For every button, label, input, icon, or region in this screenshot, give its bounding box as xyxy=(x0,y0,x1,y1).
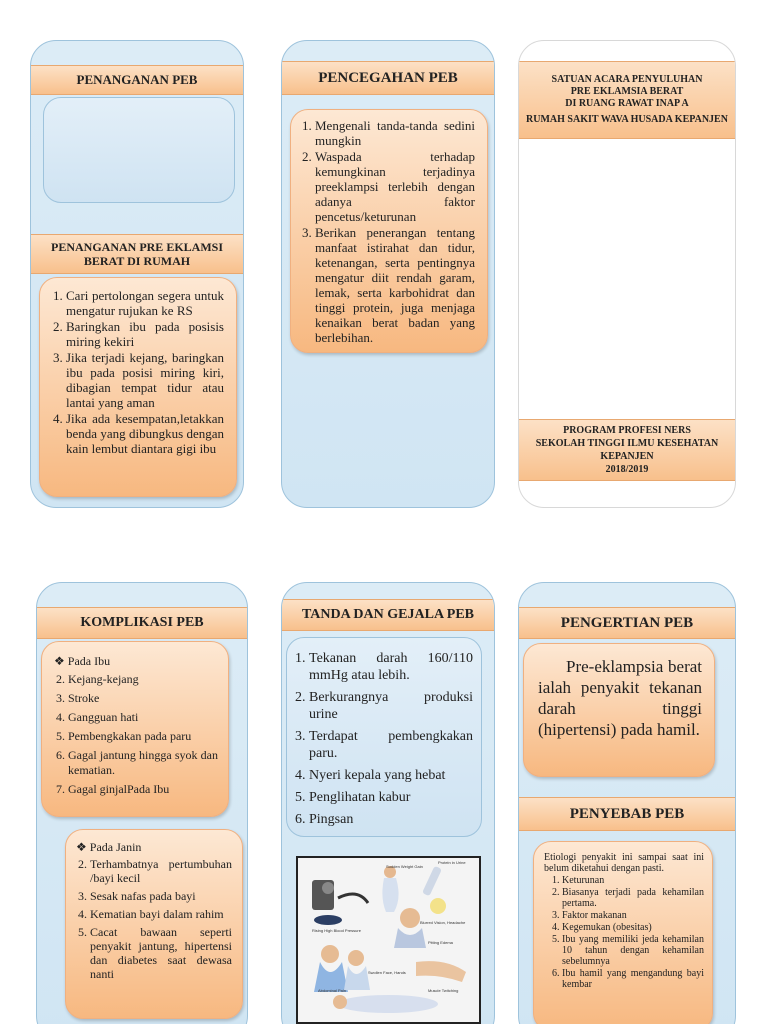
ibu-label-text: Pada Ibu xyxy=(67,654,111,668)
diamond-icon: ❖ xyxy=(76,840,90,854)
list-item: 3. Sesak nafas pada bayi xyxy=(90,889,232,903)
penanganan-list-box xyxy=(39,277,237,497)
cover-line-2: PRE EKLAMSIA BERAT xyxy=(570,86,684,97)
tanda-list-box xyxy=(286,637,482,837)
list-item: 5. Penglihatan kabur xyxy=(309,789,473,806)
label-bp: Rising High Blood Pressure xyxy=(312,928,361,933)
cover-line-1: SATUAN ACARA PENYULUHAN xyxy=(551,74,703,85)
symptoms-illustration-svg xyxy=(298,858,479,1022)
pengertian-title: PENGERTIAN PEB xyxy=(519,607,735,639)
cover-footer-1: PROGRAM PROFESI NERS xyxy=(563,425,691,436)
list-item: 1. Mengenali tanda-tanda sedini mungkin xyxy=(315,118,475,148)
list-item: 2. Biasanya terjadi pada kehamilan pertama. xyxy=(562,887,704,909)
list-item: 3. Jika terjadi kejang, baringkan ibu pada posisi miring kiri, dibagian tempat tidur atau lantai yang aman xyxy=(66,350,224,410)
list-item: 1. Cari pertolongan segera untuk mengatur rujukan ke RS xyxy=(66,288,224,318)
pencegahan-list-box xyxy=(290,109,488,353)
list-item: 2. Berkurangnya produksi urine xyxy=(309,689,473,723)
komplikasi-ibu-box xyxy=(41,641,229,817)
panel-komplikasi xyxy=(36,582,248,1024)
list-item: 3. Stroke xyxy=(68,691,218,706)
list-item: 4. Gangguan hati xyxy=(68,710,218,725)
penanganan-title: PENANGANAN PEB xyxy=(31,65,243,95)
list-item: 2. Terhambatnya pertumbuhan /bayi kecil xyxy=(90,857,232,885)
list-item: 4. Kegemukan (obesitas) xyxy=(562,922,704,933)
cover-line-3: DI RUANG RAWAT INAP A xyxy=(565,98,689,109)
tanda-title: TANDA DAN GEJALA PEB xyxy=(282,599,494,631)
label-weight: Sudden Weight Gain xyxy=(386,864,423,869)
list-item: 4. Jika ada kesempatan,letakkan benda yang dibungkus dengan kain lembut diantara gigi ibu xyxy=(66,411,224,456)
panel-penanganan xyxy=(30,40,244,508)
list-item: 1. Keturunan xyxy=(562,875,704,886)
pencegahan-title: PENCEGAHAN PEB xyxy=(282,61,494,95)
ibu-label xyxy=(54,654,218,669)
panel-pengertian xyxy=(518,582,736,1024)
janin-label xyxy=(76,840,232,854)
penanganan-rumah-title: PENANGANAN PRE EKLAMSI BERAT DI RUMAH xyxy=(31,234,243,274)
cover-footer-2: SEKOLAH TINGGI ILMU KESEHATAN KEPANJEN xyxy=(535,438,719,462)
komplikasi-title: KOMPLIKASI PEB xyxy=(37,607,247,639)
label-swollen: Swollen Face, Hands xyxy=(368,970,406,975)
list-item: 5. Ibu yang memiliki jeda kehamilan 10 tahun dengan kehamilan sebelumnya xyxy=(562,934,704,967)
penyebab-box xyxy=(533,841,713,1024)
penanganan-empty-box xyxy=(43,97,235,203)
list-item: 3. Terdapat pembengkakan paru. xyxy=(309,728,473,762)
pengertian-text: Pre-eklampsia berat ialah penyakit tekanan darah tinggi (hipertensi) pada hamil. xyxy=(538,657,702,739)
cover-footer xyxy=(519,419,735,481)
list-item: 5. Pembengkakan pada paru xyxy=(68,729,218,744)
cover-header xyxy=(519,61,735,139)
janin-label-text: Pada Janin xyxy=(89,840,142,854)
komplikasi-janin-box xyxy=(65,829,243,1019)
list-item: 6. Ibu hamil yang mengandung bayi kembar xyxy=(562,968,704,990)
pengertian-box xyxy=(523,643,715,777)
list-item: 5. Cacat bawaan seperti penyakit jantung, hipertensi dan diabetes saat dewasa nanti xyxy=(90,925,232,981)
list-item: 4. Nyeri kepala yang hebat xyxy=(309,767,473,784)
list-item: 3. Berikan penerangan tentang manfaat istirahat dan tidur, ketenangan, serta pentingnya mengatur diit rendah garam, lemak, serta karbohidrat dan tinggi protein, juga menjaga kenaikan berat badan yang berlebihan. xyxy=(315,225,475,345)
cover-footer-3: 2018/2019 xyxy=(605,464,649,475)
label-vision: Blurred Vision, Headache xyxy=(420,920,466,925)
label-protein: Protein in Urine xyxy=(438,860,466,865)
symptoms-illustration xyxy=(296,856,481,1024)
penyebab-title: PENYEBAB PEB xyxy=(519,797,735,831)
label-twitching: Muscle Twitching xyxy=(428,988,459,993)
cover-line-4: RUMAH SAKIT WAVA HUSADA KEPANJEN xyxy=(526,114,728,125)
list-item: 6. Gagal jantung hingga syok dan kematian. xyxy=(68,748,218,778)
label-edema: Pitting Edema xyxy=(428,940,453,945)
list-item: 6. Pingsan xyxy=(309,811,473,828)
list-item: 4. Kematian bayi dalam rahim xyxy=(90,907,232,921)
list-item: 2. Kejang-kejang xyxy=(68,672,218,687)
label-abdominal: Abdominal Pain xyxy=(318,988,347,993)
panel-pencegahan xyxy=(281,40,495,508)
list-item: 2. Waspada terhadap kemungkinan terjadinya preeklampsi terlebih dengan adanya faktor pencetus/keturunan xyxy=(315,149,475,224)
list-item: 7. Gagal ginjalPada Ibu xyxy=(68,782,218,797)
list-item: 1. Tekanan darah 160/110 mmHg atau lebih. xyxy=(309,650,473,684)
list-item: 2. Baringkan ibu pada posisis miring kekiri xyxy=(66,319,224,349)
penyebab-intro: Etiologi penyakit ini sampai saat ini belum diketahui dengan pasti. xyxy=(544,852,704,874)
list-item: 3. Faktor makanan xyxy=(562,910,704,921)
panel-cover xyxy=(518,40,736,508)
diamond-icon: ❖ xyxy=(54,654,68,668)
